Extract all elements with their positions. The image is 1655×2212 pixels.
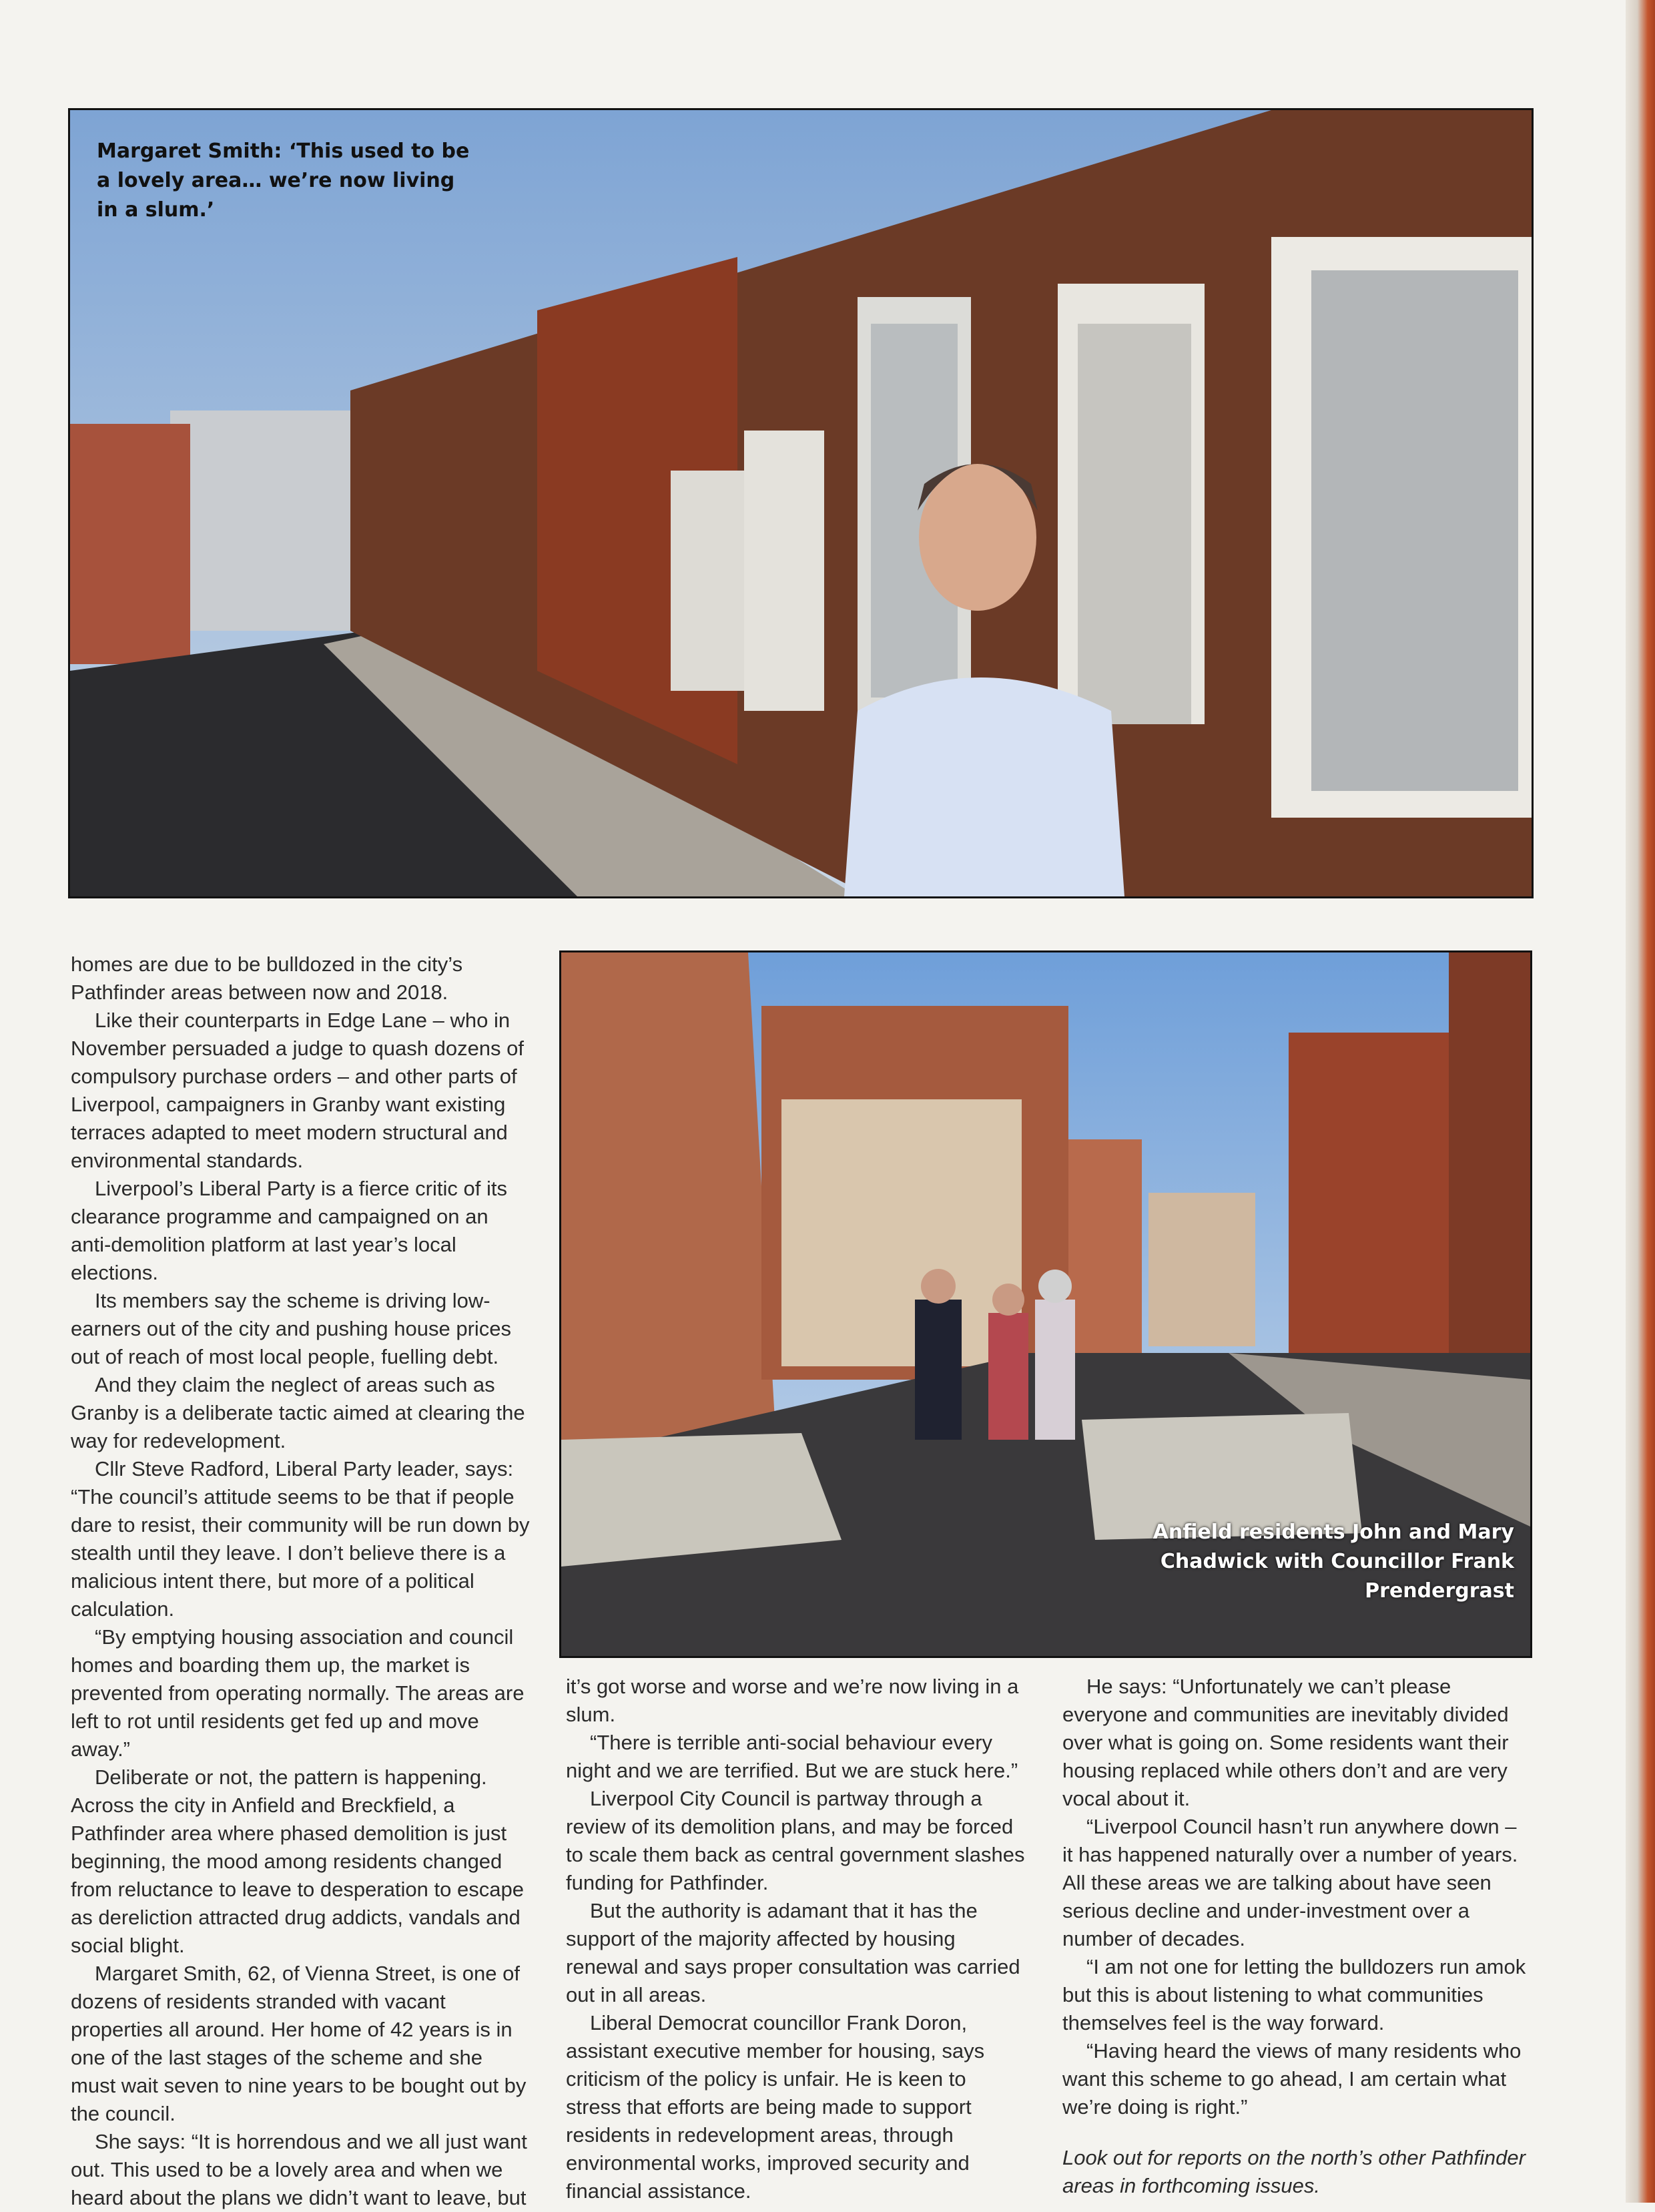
article-column-2 (566, 1673, 1026, 2205)
page-edge (1626, 0, 1655, 2203)
photo-anfield-street (559, 950, 1532, 1658)
col1-para-3: Liverpool’s Liberal Party is a fierce critic of its clearance programme and campaigned on an anti-demolition platform at last year’s local elections. (71, 1177, 507, 1284)
col3-footnote: Look out for reports on the north’s other Pathfinder areas in forthcoming issues. (1062, 2146, 1526, 2197)
col3-para-3: “I am not one for letting the bulldozers run amok but this is about listening to what communities themselves feel is the way forward. (1062, 1955, 1526, 2034)
article-column-3 (1062, 1673, 1530, 2200)
col3-para-4: “Having heard the views of many residents who want this scheme to go ahead, I am certain what we’re doing is right.” (1062, 2039, 1522, 2119)
col2-para-1: it’s got worse and worse and we’re now living in a slum. (566, 1675, 1019, 1726)
col2-para-3: Liverpool City Council is partway through a review of its demolition plans, and may be forced to scale them back as central government slashes funding for Pathfinder. (566, 1787, 1025, 1894)
col2-para-5: Liberal Democrat councillor Frank Doron, assistant executive member for housing, says criticism of the policy is unfair. He is keen to stress that efforts are being made to support residents in redevelopment areas, through environmental works, improved security and financial assistance. (566, 2011, 985, 2203)
col1-para-4: Its members say the scheme is driving low-earners out of the city and pushing house prices out of reach of most local people, fuelling debt. (71, 1289, 512, 1368)
col1-para-6: Cllr Steve Radford, Liberal Party leader, says: “The council’s attitude seems to be that if people dare to resist, their community will be run down by stealth until they leave. I don’t believe there is a malicious intent there, but more of a political calculation. (71, 1457, 530, 1621)
col1-para-10: She says: “It is horrendous and we all just want out. This used to be a lovely area and when we heard about the plans we didn’t want to leave, but (71, 2130, 527, 2209)
col3-para-1: He says: “Unfortunately we can’t please everyone and communities are inevitably divided over what is going on. Some residents want their housing replaced while others don’t and are very vocal about it. (1062, 1675, 1509, 1810)
photo-terrace-street (68, 108, 1534, 898)
col1-para-2: Like their counterparts in Edge Lane – who in November persuaded a judge to quash dozens of compulsory purchase orders – and other parts of Liverpool, campaigners in Granby want existing terraces adapted to meet modern structural and environmental standards. (71, 1009, 525, 1172)
col1-para-1: homes are due to be bulldozed in the city’s Pathfinder areas between now and 2018. (71, 952, 463, 1004)
col1-para-8: Deliberate or not, the pattern is happening. Across the city in Anfield and Breckfield, a Pathfinder area where phased demolition is just beginning, the mood among residents changed from reluctance to leave to desperation to escape as dereliction attracted drug addicts, vandals and social blight. (71, 1765, 524, 1957)
photo-caption-top: Margaret Smith: ‘This used to be a lovely area… we’re now living in a slum.’ (97, 140, 470, 222)
col2-para-4: But the authority is adamant that it has the support of the majority affected by housing renewal and says proper consultation was carried out in all areas. (566, 1899, 1020, 2006)
col2-para-2: “There is terrible anti-social behaviour every night and we are terrified. But we are stuck here.” (566, 1731, 1018, 1782)
col3-para-2: “Liverpool Council hasn’t run anywhere down – it has happened naturally over a number of years. All these areas we are talking about have seen serious decline and under-investment over a number of decades. (1062, 1815, 1518, 1950)
col1-para-5: And they claim the neglect of areas such as Granby is a deliberate tactic aimed at clearing the way for redevelopment. (71, 1373, 525, 1452)
article-column-1 (71, 950, 531, 2212)
photo-caption-mid: Anfield residents John and Mary Chadwick with Councillor Frank Prendergrast (1152, 1520, 1514, 1603)
col1-para-7: “By emptying housing association and council homes and boarding them up, the market is prevented from operating normally. The areas are left to rot until residents get fed up and move away.” (71, 1625, 525, 1761)
terrace-street-illustration (70, 110, 1532, 896)
col1-para-9: Margaret Smith, 62, of Vienna Street, is one of dozens of residents stranded with vacant properties all around. Her home of 42 years is in one of the last stages of the scheme and she must wait seven to nine years to be bought out by the council. (71, 1962, 527, 2125)
